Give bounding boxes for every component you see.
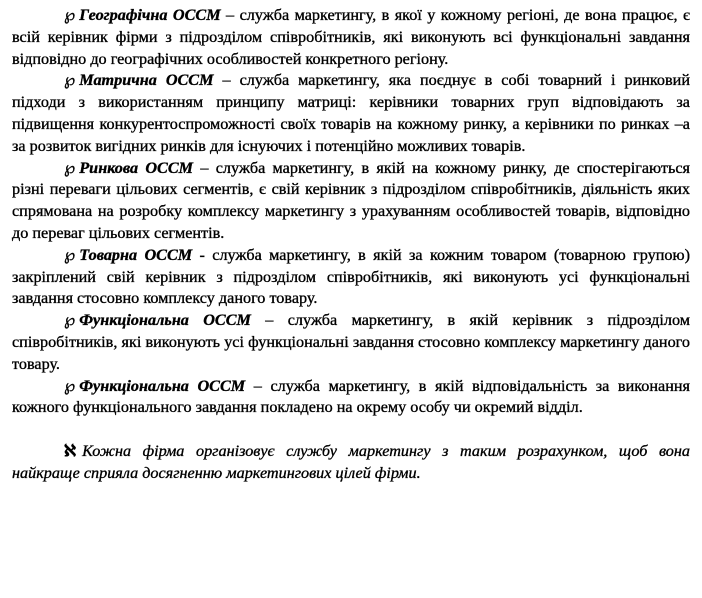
definition-geographic — [12, 5, 690, 70]
conclusion-text: Кожна фірма організовує службу маркетингу з таким розрахунком, щоб вона найкраще сприяла досягненню маркетингових цілей фірми. — [12, 442, 690, 482]
term-label: Функціональна ОССМ — [79, 376, 246, 395]
term-label: Географічна ОССМ — [79, 6, 221, 24]
definition-text: - служба маркетингу, в якій за кожним товаром (товарною групою) закріплений свій керівник з підрозділом співробітників, які виконують усі функціональні завдання стосовно комплексу даного товару. — [12, 245, 691, 308]
weierstrass-p-icon: ℘ — [64, 311, 76, 330]
definition-text: – служба маркетингу, в якій керівник з підрозділом співробітників, які виконують усі функціональні завдання стосовно комплексу маркетингу даного товару. — [12, 311, 690, 373]
definition-functional-1 — [12, 310, 690, 375]
weierstrass-p-icon: ℘ — [64, 6, 76, 24]
definition-functional-2 — [12, 376, 690, 420]
term-label: Матрична ОССМ — [79, 71, 214, 90]
definition-text: – служба маркетингу, в якій відповідальність за виконання кожного функціонального завдання покладено на окрему особу чи окремий відділ. — [12, 376, 690, 417]
definition-text: – служба маркетингу, яка поєднує в собі товарний і ринковий підходи з використанням принципу матриці: керівники товарних груп відповідають за підвищення конкурентоспроможності своїх товарів на кожному ринку, а керівники по ринках –а за розвиток вигідних ринків для існуючих і потенційно можливих товарів. — [12, 71, 690, 155]
weierstrass-p-icon: ℘ — [64, 376, 76, 395]
weierstrass-p-icon: ℘ — [64, 158, 76, 177]
definition-text: – служба маркетингу, в якої у кожному регіоні, де вона працює, є всій керівник фірми з підрозділом співробітників, які виконують всі функціональні завдання відповідно до географічних особливостей конкретного регіону. — [12, 6, 690, 68]
aleph-icon: ℵ — [64, 442, 77, 461]
term-label: Товарна ОССМ — [79, 245, 193, 264]
weierstrass-p-icon: ℘ — [64, 245, 76, 264]
definition-market — [12, 158, 690, 245]
term-label: Функціональна ОССМ — [79, 311, 251, 330]
definition-product — [12, 245, 690, 310]
term-label: Ринкова ОССМ — [79, 158, 194, 177]
conclusion-paragraph — [12, 441, 690, 485]
definition-text: – служба маркетингу, в якій на кожному ринку, де спостерігаються різні переваги цільових сегментів, є свій керівник з підрозділом співробітників, діяльність яких спрямована на розробку комплексу маркетингу з урахуванням особливостей товарів, відповідно до переваг цільових сегментів. — [12, 158, 691, 242]
definition-matrix — [12, 70, 690, 157]
weierstrass-p-icon: ℘ — [64, 71, 76, 90]
